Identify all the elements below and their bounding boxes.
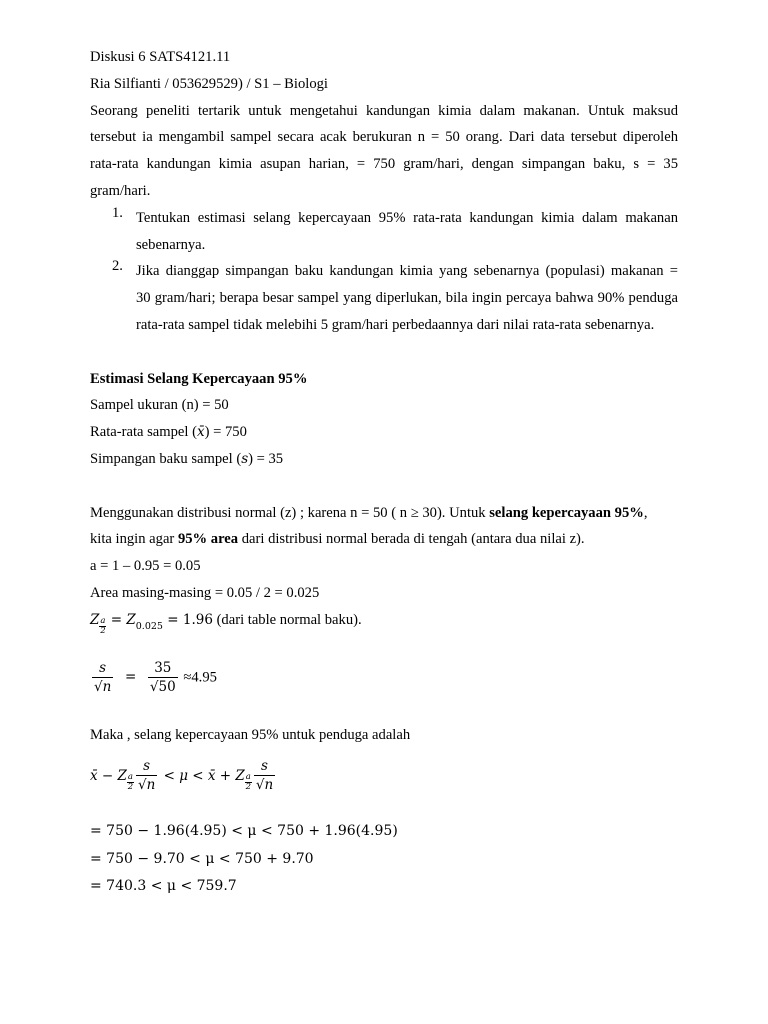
document-title: Diskusi 6 SATS4121.11 <box>90 49 231 65</box>
s-symbol: s <box>241 450 249 467</box>
question-item <box>90 205 678 259</box>
method-line: kita ingin agar 95% area dari distribusi normal berada di tengah (antara dua nilai z). <box>90 531 585 548</box>
problem-text-line: Seorang peneliti tertarik untuk mengetahui kandungan kimia dalam makanan. Untuk maksud <box>90 102 678 119</box>
xbar-symbol: x̄ <box>196 424 205 441</box>
document-page <box>90 44 678 901</box>
interval-result: = 740.3 < μ < 759.7 <box>90 878 237 895</box>
standard-error-formula: $\frac{s}{√n}$ = $\frac{35}{√50}$ ≈4.95 <box>94 659 217 695</box>
section-heading: Estimasi Selang Kepercayaan 95% <box>90 370 308 387</box>
problem-text-line: gram/hari. <box>90 182 151 199</box>
sample-mean-line: Rata-rata sampel (x̄) = 750 <box>90 424 247 441</box>
sample-size-line: Sampel ukuran (n) = 50 <box>90 397 229 414</box>
alpha-over-two: $\frac{a}{2}$ <box>100 615 106 636</box>
question-text: rata-rata sampel tidak melebihi 5 gram/hari perbedaannya dari nilai rata-rata sebenarnya. <box>136 316 655 333</box>
interval-step-1: = 750 − 1.96(4.95) < μ < 750 + 1.96(4.95) <box>90 823 398 840</box>
alpha-line: a = 1 – 0.95 = 0.05 <box>90 558 201 575</box>
question-text: 30 gram/hari; berapa besar sampel yang diperlukan, bila ingin percaya bahwa 90% penduga <box>136 290 678 307</box>
author-line: Ria Silfianti / 053629529) / S1 – Biologi <box>90 75 328 92</box>
question-text: Jika dianggap simpangan baku kandungan kimia yang sebenarnya (populasi) makanan = <box>136 263 678 280</box>
z-value-line: Z $\frac{a}{2} = Z_{0.025} = 1.96$ (dari table normal baku). <box>90 611 362 636</box>
problem-text-line: tersebut ia mengambil sampel secara acak berukuran n = 50 orang. Dari data tersebut diperoleh <box>90 129 678 146</box>
question-list <box>90 205 678 339</box>
area-line: Area masing-masing = 0.05 / 2 = 0.025 <box>90 584 320 601</box>
method-line: Menggunakan distribusi normal (z) ; karena n = 50 ( n ≥ 30). Untuk selang kepercayaan 95%, <box>90 504 648 521</box>
question-text: sebenarnya. <box>136 236 206 253</box>
problem-text-line: rata-rata kandungan kimia asupan harian, = 750 gram/hari, dengan simpangan baku, s = 35 <box>90 156 678 173</box>
interval-intro: Maka , selang kepercayaan 95% untuk penduga adalah <box>90 726 411 743</box>
interval-step-2: = 750 − 9.70 < μ < 750 + 9.70 <box>90 850 314 867</box>
question-number: 1. <box>112 204 123 221</box>
question-item <box>90 258 678 338</box>
question-number: 2. <box>112 258 123 275</box>
interval-formula: x̄ − Z $\frac{a}{2}$ $\frac{s}{√n}$ < μ < x̄ + Z $\frac{a}{2}$ $\frac{s}{√n}$ <box>90 758 274 794</box>
question-text: Tentukan estimasi selang kepercayaan 95% rata-rata kandungan kimia dalam makanan <box>136 209 678 226</box>
sample-sd-line: Simpangan baku sampel (s) = 35 <box>90 450 284 467</box>
